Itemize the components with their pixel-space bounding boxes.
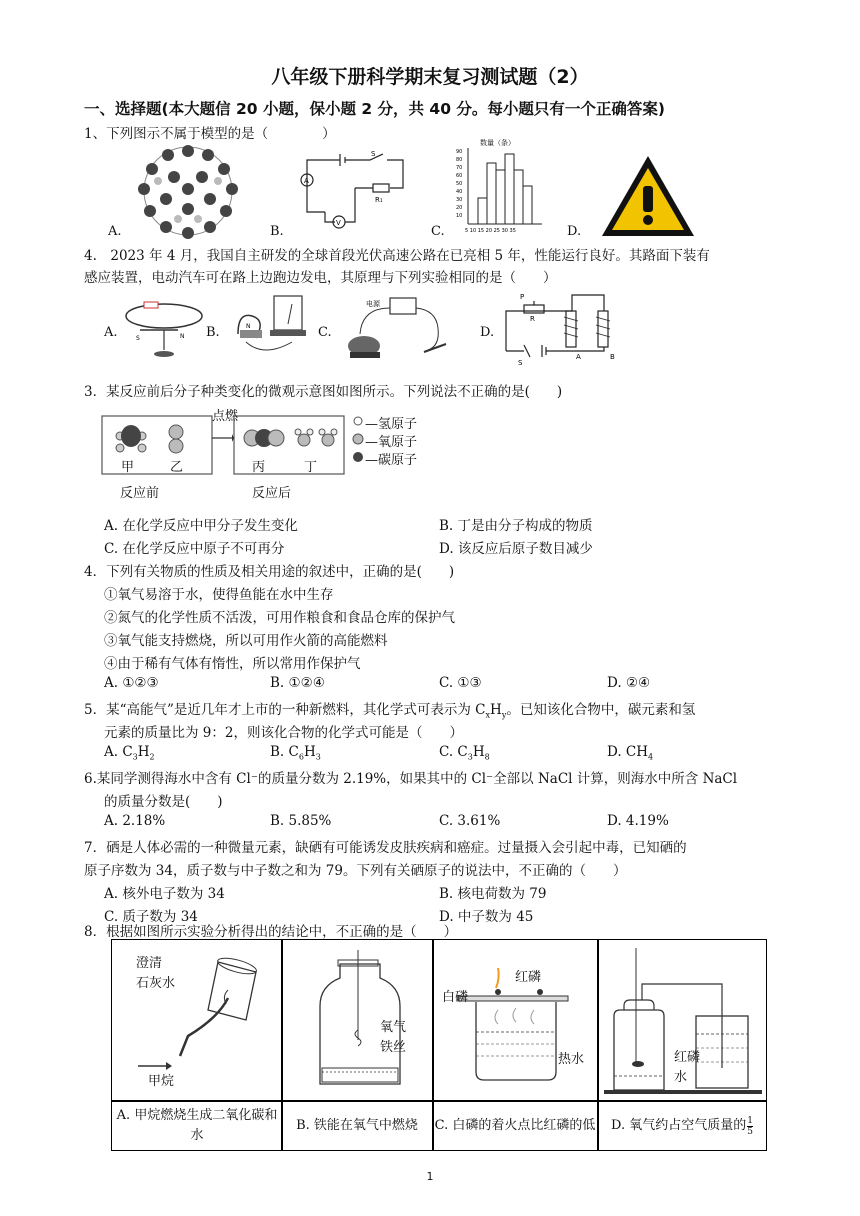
fig-c-label-3: 热水 (558, 1052, 585, 1067)
iron-oxygen-figure (292, 944, 427, 1096)
q3-option-c: C. 在化学反应中原子不可再分 (104, 541, 285, 557)
svg-text:S: S (371, 150, 376, 158)
bing-label: 丙 (252, 460, 266, 475)
histogram-figure (450, 136, 545, 234)
svg-text:A: A (304, 177, 309, 185)
svg-text:S: S (518, 359, 523, 367)
svg-text:B: B (610, 353, 615, 361)
q7-line1: 7．硒是人体必需的一种微量元素，缺硒有可能诱发皮肤疾病和癌症。过量摄入会引起中毒，已知硒的 (84, 840, 687, 856)
before-label: 反应前 (120, 486, 160, 501)
page-title: 八年级下册科学期末复习测试题（2） (271, 66, 589, 88)
q5-option-b: B. $C_6H_3$ (270, 744, 321, 762)
fig-b-label-1: 氧气 (380, 1020, 407, 1035)
q6-option-c: C. 3.61% (439, 813, 501, 829)
caption-b: B. 铁能在氧气中燃烧 (296, 1118, 418, 1133)
q4a-label-a: A. (104, 325, 118, 340)
q4b-item-1: ①氧气易溶于水，使得鱼能在水中生存 (104, 587, 334, 603)
svg-text:30: 30 (456, 197, 463, 203)
q7-option-d: D. 中子数为 45 (439, 909, 534, 925)
svg-text:80: 80 (456, 157, 463, 163)
svg-text:40: 40 (456, 189, 463, 195)
after-label: 反应后 (252, 486, 292, 501)
q6-option-a: A. 2.18% (104, 813, 166, 829)
q5-option-a: A. $C_3H_2$ (104, 744, 155, 762)
q6-line1: 6.某同学测得海水中含有 Cl⁻的质量分数为 2.19%，如果其中的 Cl⁻全部以 NaCl 计算，则海水中所含 NaCl (84, 771, 738, 787)
q5-option-d: D. $CH_4$ (607, 744, 654, 762)
fig-d-label-1: 红磷 (674, 1050, 701, 1065)
page-number: 1 (426, 1170, 434, 1183)
warning-sign-icon (598, 152, 698, 240)
q7-option-a: A. 核外电子数为 34 (104, 886, 225, 902)
fig-b-label-2: 铁丝 (380, 1040, 407, 1055)
svg-text:20: 20 (456, 205, 463, 211)
fig-a-label-3: 甲烷 (148, 1074, 175, 1089)
q5-line2: 元素的质量比为 9：2，则该化合物的化学式可能是（ ） (104, 725, 463, 741)
legend-oxygen: —氧原子 (365, 435, 418, 450)
q4a-line1: 4. 2023 年 4 月，我国自主研发的全球首段光伏高速公路在已亮相 5 年，性能运行良好。其路面下装有 (84, 248, 710, 264)
svg-text:S: S (136, 335, 140, 342)
svg-text:10: 10 (456, 213, 463, 219)
q1-label-a: A. (108, 224, 122, 239)
svg-text:50: 50 (456, 181, 463, 187)
q4a-label-b: B. (206, 325, 220, 340)
svg-text:R: R (530, 315, 535, 323)
caption-a: A. 甲烷燃烧生成二氧化碳和水 (116, 1108, 278, 1143)
svg-text:A: A (576, 353, 581, 361)
q5-option-c: C. $C_3H_8$ (439, 744, 490, 762)
fig-c-label-1: 红磷 (515, 970, 542, 985)
q4b-option-a: A. ①②③ (104, 675, 159, 691)
fig-d-label-2: 水 (674, 1070, 688, 1085)
q3-stem: 3．某反应前后分子种类变化的微观示意图如图所示。下列说法不正确的是( ) (84, 384, 563, 400)
q3-option-d: D. 该反应后原子数目减少 (439, 541, 593, 557)
q8-experiment-table (111, 939, 767, 1151)
q1-label-c: C. (431, 224, 445, 239)
q7-line2: 原子序数为 34，质子数与中子数之和为 79。下列有关硒原子的说法中，不正确的（ ） (84, 863, 627, 879)
electromagnet-circuit-figure (500, 287, 620, 367)
galvanometer-magnet-figure (226, 290, 316, 364)
fig-a-label-1: 澄清 (136, 956, 163, 971)
q4b-item-3: ③氧气能支持燃烧，所以可用作火箭的高能燃料 (104, 633, 388, 649)
q7-option-b: B. 核电荷数为 79 (439, 886, 547, 902)
fig-a-label-2: 石灰水 (136, 976, 176, 991)
q4b-option-d: D. ②④ (607, 675, 651, 691)
ding-label: 丁 (304, 460, 318, 475)
legend-hydrogen: —氢原子 (365, 417, 418, 432)
q4b-option-b: B. ①②④ (270, 675, 325, 691)
svg-text:N: N (246, 323, 251, 330)
q4a-line2: 感应装置，电动汽车可在路上边跑边发电，其原理与下列实验相同的是（ ） (84, 270, 557, 286)
q4b-item-4: ④由于稀有气体有惰性，所以常用作保护气 (104, 656, 361, 672)
fig-c-label-2: 白磷 (442, 990, 469, 1005)
yi-label: 乙 (170, 460, 184, 475)
ignite-label: 点燃 (212, 409, 239, 424)
caption-d: D. 氧气约占空气质量的 1 5 (611, 1115, 753, 1137)
circuit-diagram-figure (295, 150, 410, 230)
svg-text:N: N (180, 333, 185, 340)
svg-text:70: 70 (456, 165, 463, 171)
histogram-xticks: 5 10 15 20 25 30 35 (465, 228, 516, 234)
q6-line2: 的质量分数是( ) (104, 794, 223, 810)
motor-power-source-figure (336, 294, 454, 366)
q4a-label-c: C. (318, 325, 332, 340)
caption-c: C. 白磷的着火点比红磷的低 (434, 1118, 596, 1133)
svg-text:P: P (520, 293, 525, 301)
legend-carbon: —碳原子 (365, 453, 418, 468)
q1-stem: 1、下列图示不属于模型的是（ ） (84, 126, 336, 142)
fullerene-model-figure (128, 143, 248, 243)
svg-text:60: 60 (456, 173, 463, 179)
q3-option-a: A. 在化学反应中甲分子发生变化 (104, 518, 298, 534)
q1-label-b: B. (270, 224, 284, 239)
svg-text:90: 90 (456, 149, 463, 155)
q1-label-d: D. (567, 224, 582, 239)
fraction-one-fifth: 1 5 (747, 1115, 753, 1137)
q5-line1: 5．某“高能气”是近几年才上市的一种新燃料，其化学式可表示为 $C_xH_y$。已知该化合物中，碳元素和氢 (84, 702, 696, 720)
section-heading: 一、选择题(本大题信 20 小题，保小题 2 分，共 40 分。每小题只有一个正确答案) (84, 100, 665, 118)
q8-stem: 8．根据如图所示实验分析得出的结论中，不正确的是（ ） (84, 924, 458, 940)
histogram-axis-label: 数量（条） (480, 139, 515, 147)
svg-text:V: V (336, 219, 341, 227)
svg-text:R₁: R₁ (375, 196, 383, 204)
q6-option-d: D. 4.19% (607, 813, 669, 829)
q3-option-b: B. 丁是由分子构成的物质 (439, 518, 593, 534)
q4b-option-c: C. ①③ (439, 675, 482, 691)
power-source-label: 电源 (366, 300, 380, 308)
q4a-label-d: D. (480, 325, 495, 340)
q6-option-b: B. 5.85% (270, 813, 332, 829)
q7-option-c: C. 质子数为 34 (104, 909, 198, 925)
wire-over-compass-figure (120, 292, 205, 364)
jia-label: 甲 (121, 460, 135, 475)
q4b-item-2: ②氮气的化学性质不活泼，可用作粮食和食品仓库的保护气 (104, 610, 455, 626)
q4b-stem: 4．下列有关物质的性质及相关用途的叙述中，正确的是( ) (84, 564, 455, 580)
